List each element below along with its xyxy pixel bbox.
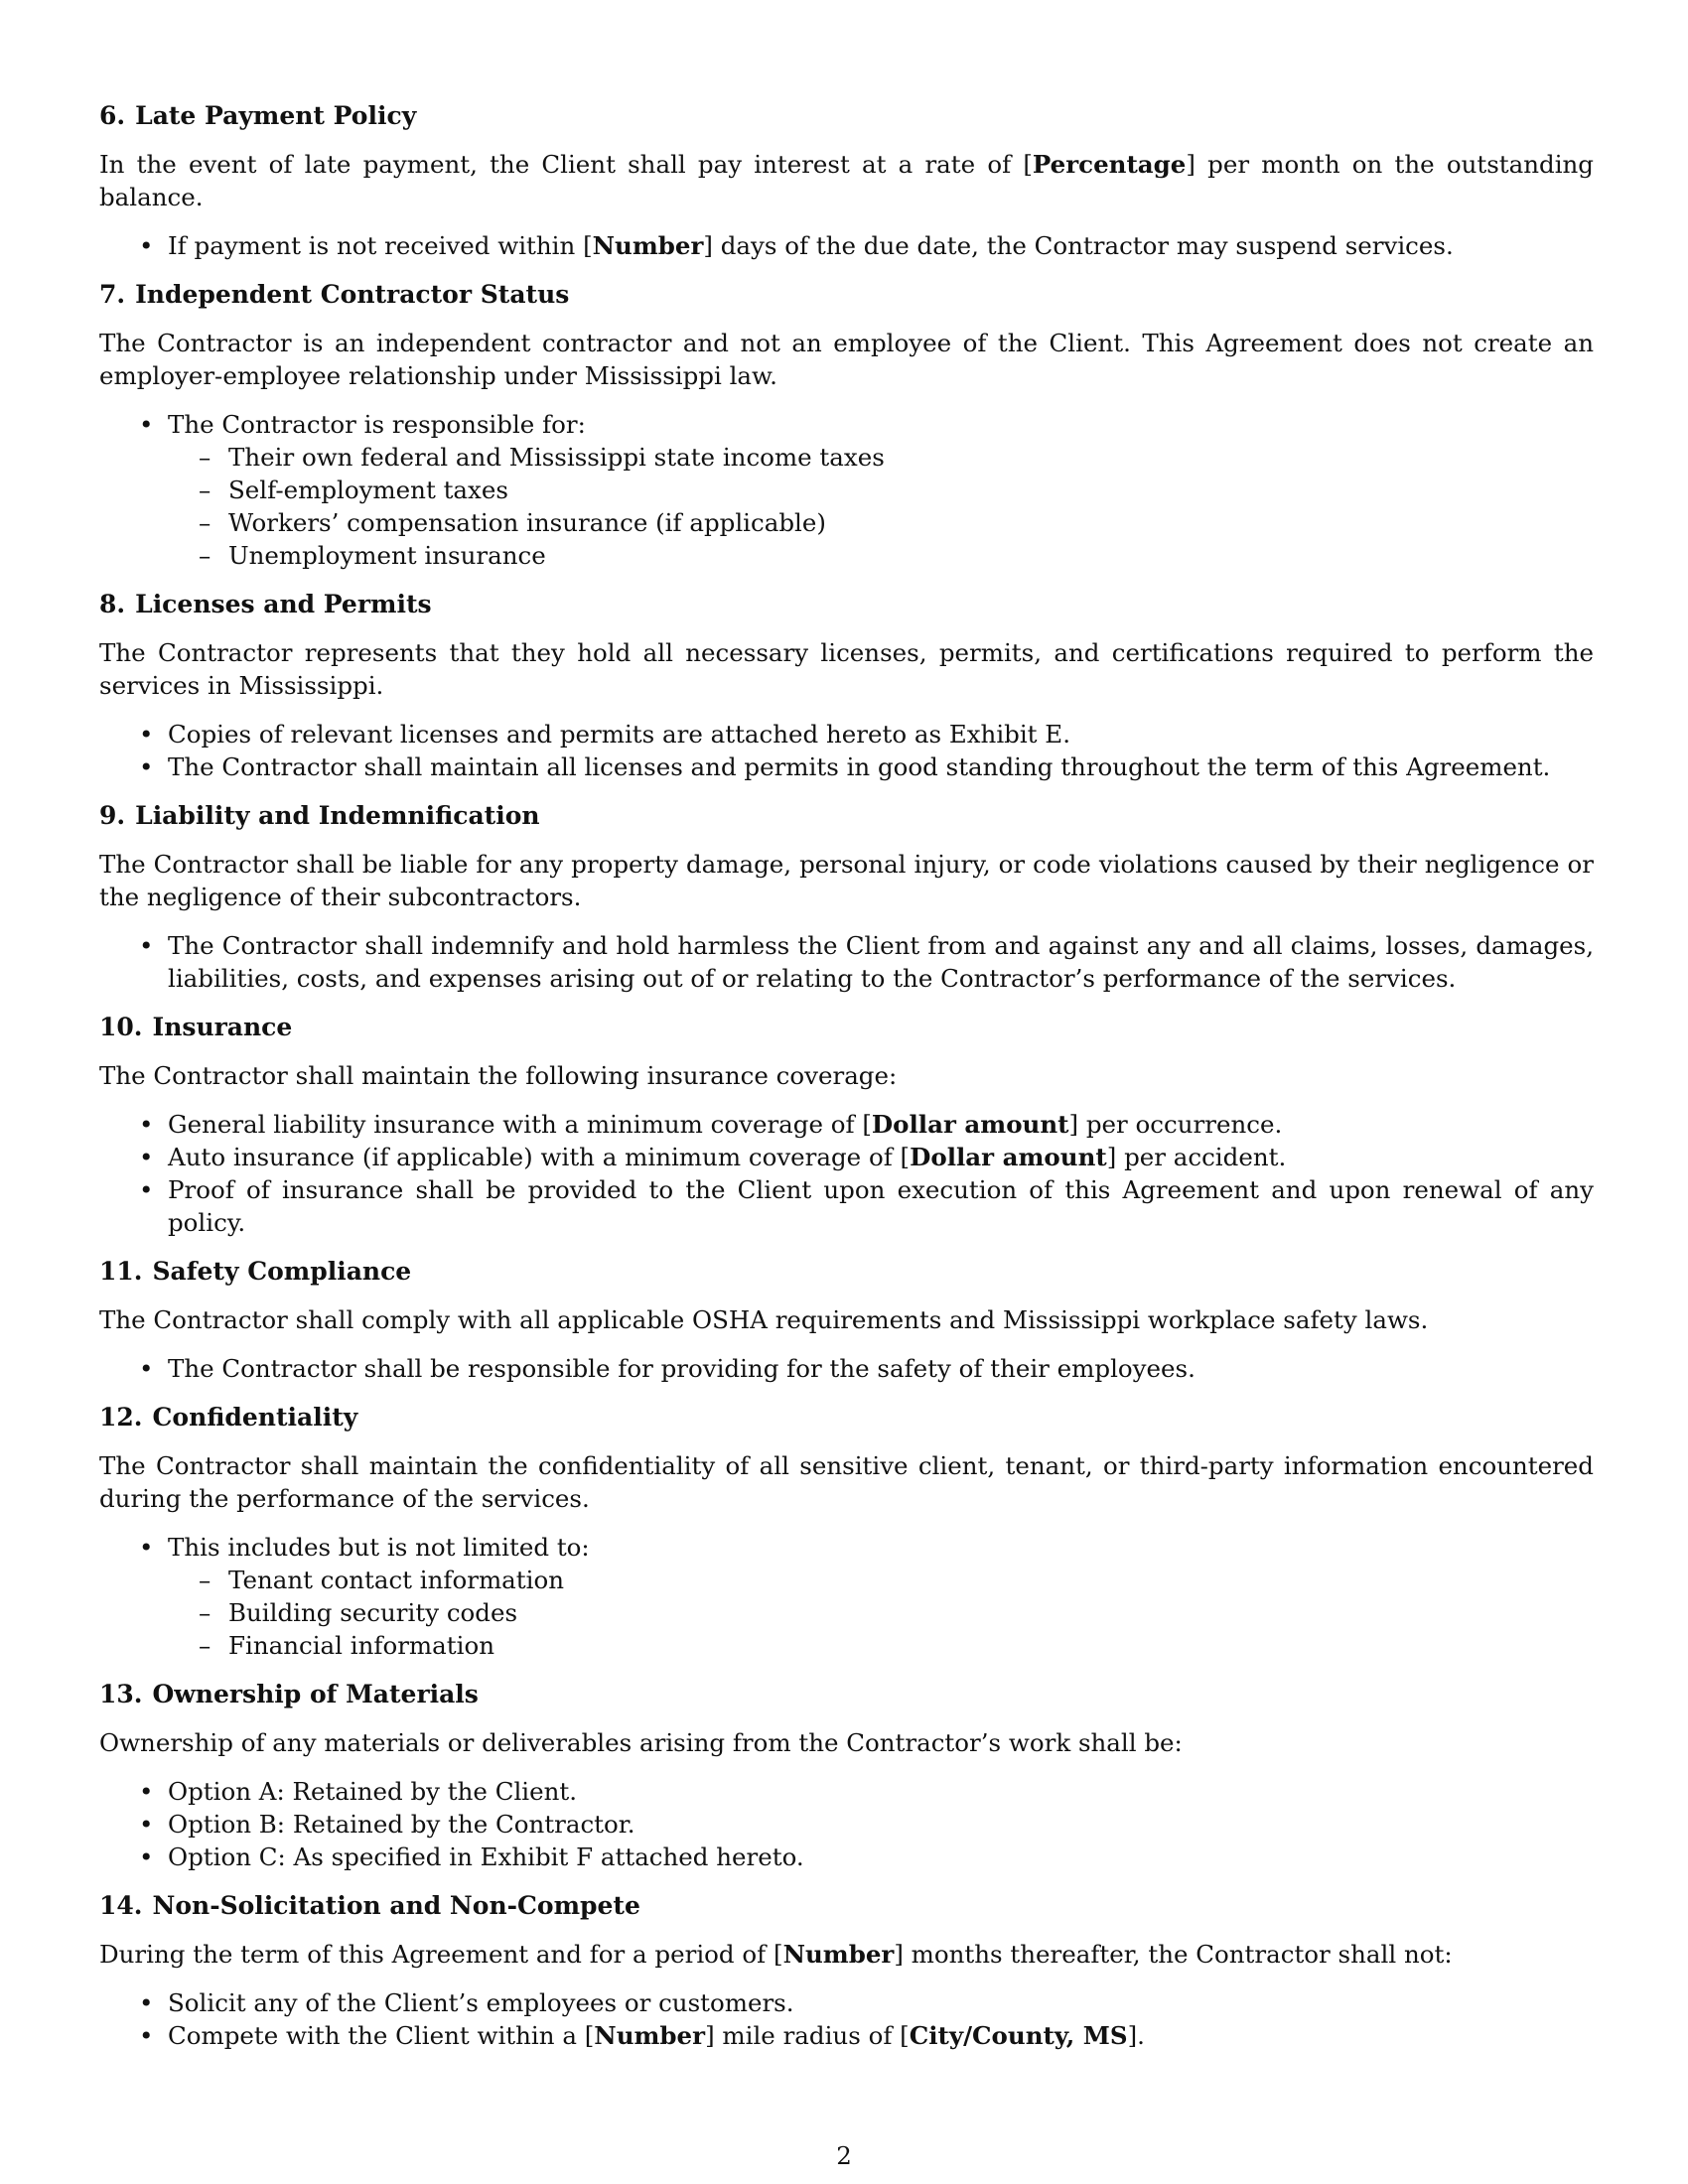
section-confidentiality [99, 1401, 1594, 1662]
list-item: • Option C: As specified in Exhibit F attached hereto. [99, 1841, 1594, 1873]
section-title: Ownership of Materials [152, 1680, 479, 1708]
section-paragraph: The Contractor shall maintain the following insurance coverage: [99, 1061, 898, 1090]
section-heading [99, 1011, 1594, 1043]
bullet-list [99, 1775, 1594, 1873]
section-title: Non-Solicitation and Non-Compete [152, 1891, 640, 1920]
section-heading [99, 1401, 1594, 1433]
section-number: 13. [99, 1680, 143, 1708]
section-title: Insurance [152, 1013, 293, 1041]
section-safety [99, 1255, 1594, 1385]
list-item: • The Contractor shall indemnify and hold harmless the Client from and against any and all claims, losses, damages, liabilities, costs, and expenses arising out of or relating to the Contractor’s performance of the services. [99, 929, 1594, 995]
placeholder-number: Number [592, 231, 704, 260]
section-number: 7. [99, 280, 126, 309]
text-run: ] months thereafter, the Contractor shall not: [894, 1940, 1453, 1969]
sub-list-item: – Unemployment insurance [168, 539, 1594, 572]
text-run: This includes but is not limited to: [168, 1533, 590, 1562]
section-heading [99, 1889, 1594, 1922]
text-run: ]. [1127, 2021, 1145, 2050]
list-item: • Copies of relevant licenses and permits are attached hereto as Exhibit E. [99, 718, 1594, 751]
text-run: If payment is not received within [ [168, 231, 593, 260]
section-insurance [99, 1011, 1594, 1239]
section-late-payment [99, 99, 1594, 262]
text-run: ] days of the due date, the Contractor may suspend services. [703, 231, 1454, 260]
section-number: 14. [99, 1891, 143, 1920]
text-run: ] per month on the outstanding balance. [99, 150, 1594, 211]
list-item [99, 229, 1594, 262]
sub-list [168, 441, 1594, 572]
section-number: 8. [99, 590, 126, 618]
sub-list-item: – Their own federal and Mississippi state income taxes [168, 441, 1594, 474]
placeholder-percentage: Percentage [1032, 150, 1187, 179]
list-item: • Solicit any of the Client’s employees or customers. [99, 1986, 1594, 2019]
section-title: Late Payment Policy [135, 101, 417, 130]
section-paragraph: Ownership of any materials or deliverables arising from the Contractor’s work shall be: [99, 1728, 1183, 1757]
list-item: • Proof of insurance shall be provided to the Client upon execution of this Agreement and upon renewal of any policy. [99, 1173, 1594, 1239]
section-number: 6. [99, 101, 126, 130]
sub-list [168, 1564, 1594, 1662]
text-run: In the event of late payment, the Client shall pay interest at a rate of [ [99, 150, 1033, 179]
sub-list-item: – Self-employment taxes [168, 474, 1594, 506]
text-run: ] per accident. [1106, 1143, 1287, 1171]
text-run: ] mile radius of [ [705, 2021, 910, 2050]
section-paragraph [99, 1938, 1594, 1971]
section-title: Licenses and Permits [135, 590, 432, 618]
list-item [99, 2019, 1594, 2052]
text-run: Compete with the Client within a [ [168, 2021, 595, 2050]
section-heading [99, 278, 1594, 311]
page-number: 2 [836, 2141, 852, 2170]
section-paragraph: The Contractor represents that they hold all necessary licenses, permits, and certifications required to perform the services in Mississippi. [99, 638, 1594, 700]
list-item [99, 408, 1594, 572]
section-paragraph: The Contractor shall be liable for any property damage, personal injury, or code violations caused by their negligence or the negligence of their subcontractors. [99, 850, 1594, 911]
list-item: • The Contractor shall be responsible for providing for the safety of their employees. [99, 1352, 1594, 1385]
bullet-list [99, 1352, 1594, 1385]
section-paragraph: The Contractor shall comply with all applicable OSHA requirements and Mississippi workplace safety laws. [99, 1305, 1429, 1334]
section-heading [99, 1678, 1594, 1710]
section-title: Confidentiality [152, 1403, 358, 1432]
sub-list-item: – Tenant contact information [168, 1564, 1594, 1596]
section-heading [99, 799, 1594, 832]
bullet-list [99, 1531, 1594, 1662]
placeholder-dollar-amount: Dollar amount [871, 1110, 1069, 1139]
placeholder-city-county: City/County, MS [909, 2021, 1128, 2050]
section-title: Liability and Indemnification [135, 801, 540, 830]
section-heading [99, 1255, 1594, 1288]
section-licenses-permits [99, 588, 1594, 783]
section-title: Safety Compliance [152, 1257, 412, 1286]
list-item [99, 1141, 1594, 1173]
placeholder-number: Number [594, 2021, 706, 2050]
list-item [99, 1108, 1594, 1141]
text-run: During the term of this Agreement and for a period of [ [99, 1940, 783, 1969]
text-run: The Contractor is responsible for: [168, 410, 586, 439]
section-independent-contractor [99, 278, 1594, 572]
bullet-list [99, 718, 1594, 783]
list-item: • Option B: Retained by the Contractor. [99, 1808, 1594, 1841]
bullet-list [99, 229, 1594, 262]
section-number: 10. [99, 1013, 143, 1041]
section-heading [99, 99, 1594, 132]
section-number: 11. [99, 1257, 143, 1286]
bullet-list [99, 408, 1594, 572]
sub-list-item: – Workers’ compensation insurance (if applicable) [168, 506, 1594, 539]
sub-list-item: – Financial information [168, 1629, 1594, 1662]
placeholder-number: Number [782, 1940, 895, 1969]
placeholder-dollar-amount: Dollar amount [910, 1143, 1107, 1171]
list-item: • The Contractor shall maintain all licenses and permits in good standing throughout the term of this Agreement. [99, 751, 1594, 783]
list-item: • Option A: Retained by the Client. [99, 1775, 1594, 1808]
section-paragraph: The Contractor shall maintain the confidentiality of all sensitive client, tenant, or third-party information encountered during the performance of the services. [99, 1451, 1594, 1513]
text-run: ] per occurrence. [1068, 1110, 1283, 1139]
list-item [99, 1531, 1594, 1662]
section-non-solicitation [99, 1889, 1594, 2052]
bullet-list [99, 1108, 1594, 1239]
section-heading [99, 588, 1594, 620]
section-paragraph: The Contractor is an independent contractor and not an employee of the Client. This Agreement does not create an employer-employee relationship under Mississippi law. [99, 329, 1594, 390]
section-title: Independent Contractor Status [135, 280, 570, 309]
document-page [99, 99, 1594, 2068]
section-paragraph [99, 148, 1594, 213]
section-liability [99, 799, 1594, 995]
text-run: Auto insurance (if applicable) with a minimum coverage of [ [168, 1143, 911, 1171]
section-ownership [99, 1678, 1594, 1873]
text-run: General liability insurance with a minimum coverage of [ [168, 1110, 872, 1139]
bullet-list [99, 1986, 1594, 2052]
section-number: 9. [99, 801, 126, 830]
sub-list-item: – Building security codes [168, 1596, 1594, 1629]
bullet-list [99, 929, 1594, 995]
section-number: 12. [99, 1403, 143, 1432]
